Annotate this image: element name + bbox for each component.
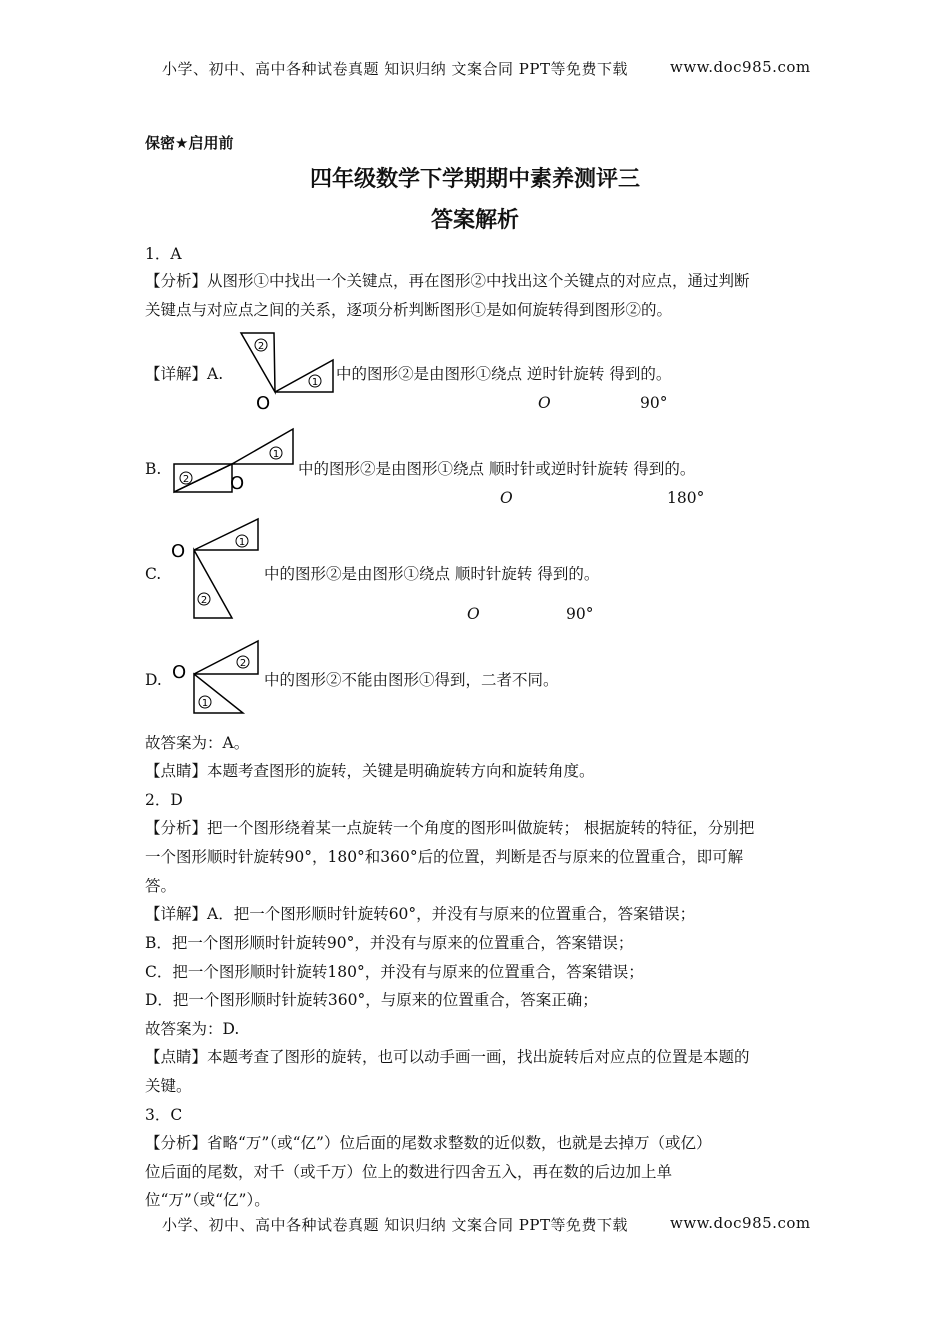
figure-a-label-2: 2 [257, 341, 265, 352]
q1-c-text: 中的图形②是由图形①绕点 顺时针旋转 得到的。 [264, 565, 600, 583]
figure-b-label-2: 2 [182, 474, 190, 485]
q1-number: 1．A [145, 245, 182, 263]
page-title: 四年级数学下学期期中素养测评三 [309, 167, 640, 192]
q2-detail-a: 【详解】A．把一个图形顺时针旋转60°，并没有与原来的位置重合，答案错误； [145, 905, 696, 923]
q1-d-prefix: D. [145, 671, 162, 689]
q2-analysis-line1: 【分析】把一个图形绕着某一点旋转一个角度的图形叫做旋转； 根据旋转的特征，分别把 [145, 819, 755, 837]
q1-a-point: O [538, 394, 551, 412]
q2-comment-line1: 【点睛】本题考查了图形的旋转，也可以动手画一画，找出旋转后对应点的位置是本题的 [145, 1048, 750, 1066]
q2-analysis-line3: 答。 [145, 877, 177, 895]
q2-detail-c: C．把一个图形顺时针旋转180°，并没有与原来的位置重合，答案错误； [145, 963, 644, 981]
q3-number: 3．C [145, 1106, 183, 1124]
page-subtitle: 答案解析 [430, 208, 519, 233]
footer-url[interactable]: www.doc985.com [670, 1214, 811, 1232]
q2-number: 2．D [145, 791, 183, 809]
header-url[interactable]: www.doc985.com [670, 58, 811, 76]
q1-c-point: O [467, 605, 480, 623]
figure-a [238, 330, 338, 412]
q1-c-angle: 90° [566, 605, 594, 623]
figure-b [170, 426, 298, 494]
figure-b-label-1: 1 [272, 449, 280, 460]
q2-detail-d: D．把一个图形顺时针旋转360°，与原来的位置重合，答案正确； [145, 991, 598, 1009]
figure-d [168, 636, 264, 718]
figure-c-label-2: 2 [200, 595, 208, 606]
figure-c [168, 516, 264, 624]
q1-b-angle: 180° [667, 489, 705, 507]
q1-d-text: 中的图形②不能由图形①得到，二者不同。 [264, 671, 559, 689]
figure-a-label-1: 1 [311, 377, 319, 388]
confidential-label: 保密★启用前 [145, 134, 234, 152]
figure-d-label-2: 2 [239, 658, 247, 669]
header-text: 小学、初中、高中各种试卷真题 知识归纳 文案合同 PPT等免费下载 [162, 60, 628, 78]
figure-a-point-o: O [256, 393, 271, 412]
q3-analysis-line1: 【分析】省略“万”（或“亿”）位后面的尾数求整数的近似数，也就是去掉万（或亿） [145, 1134, 712, 1152]
q1-a-text: 中的图形②是由图形①绕点 逆时针旋转 得到的。 [336, 365, 672, 383]
q1-comment: 【点睛】本题考查图形的旋转，关键是明确旋转方向和旋转角度。 [145, 762, 595, 780]
q2-analysis-line2: 一个图形顺时针旋转90°，180°和360°后的位置，判断是否与原来的位置重合，即可解 [145, 848, 744, 866]
q1-b-text: 中的图形②是由图形①绕点 顺时针或逆时针旋转 得到的。 [298, 460, 696, 478]
footer-text: 小学、初中、高中各种试卷真题 知识归纳 文案合同 PPT等免费下载 [162, 1216, 628, 1234]
q2-answer: 故答案为：D. [145, 1020, 240, 1038]
q1-b-point: O [500, 489, 513, 507]
figure-d-label-1: 1 [201, 698, 209, 709]
q3-analysis-line2: 位后面的尾数，对千（或千万）位上的数进行四舍五入，再在数的后边加上单 [145, 1163, 673, 1181]
figure-b-point-o: O [230, 473, 245, 494]
q1-b-prefix: B. [145, 460, 162, 478]
q1-answer: 故答案为：A。 [145, 734, 250, 752]
q1-c-prefix: C. [145, 565, 162, 583]
figure-c-label-1: 1 [238, 537, 246, 548]
q1-analysis-line2: 关键点与对应点之间的关系，逐项分析判断图形①是如何旋转得到图形②的。 [145, 301, 673, 319]
q3-analysis-line3: 位“万”（或“亿”）。 [145, 1191, 270, 1209]
q1-analysis-line1: 【分析】从图形①中找出一个关键点，再在图形②中找出这个关键点的对应点，通过判断 [145, 272, 750, 290]
q1-detail-prefix: 【详解】A. [145, 365, 224, 383]
figure-d-point-o: O [172, 662, 187, 683]
figure-c-point-o: O [171, 541, 186, 562]
q2-detail-b: B．把一个图形顺时针旋转90°，并没有与原来的位置重合，答案错误； [145, 934, 634, 952]
q1-a-angle: 90° [640, 394, 668, 412]
q2-comment-line2: 关键。 [145, 1077, 192, 1095]
